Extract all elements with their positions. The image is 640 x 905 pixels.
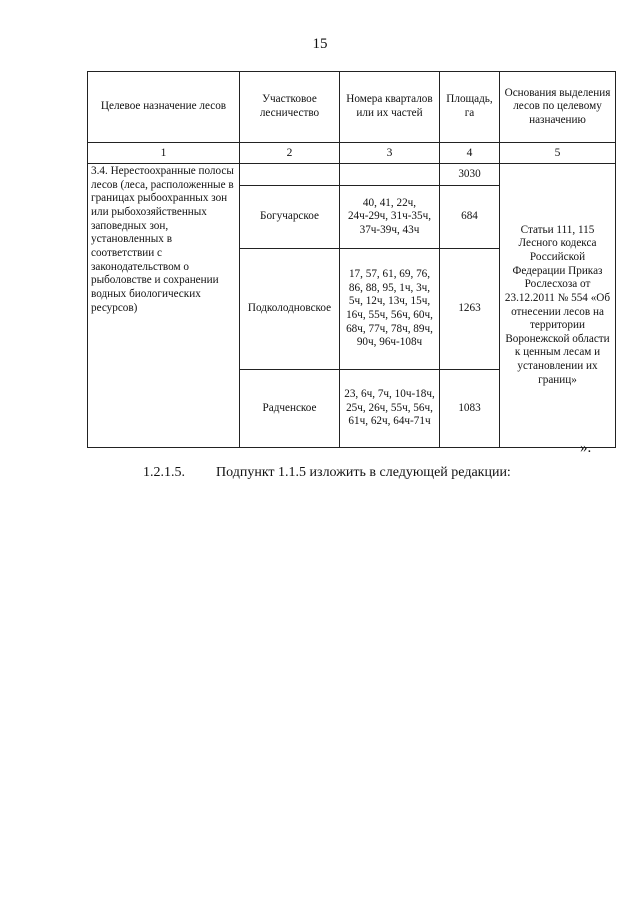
column-number: 2 bbox=[240, 143, 340, 164]
column-number: 4 bbox=[440, 143, 500, 164]
column-number: 3 bbox=[340, 143, 440, 164]
forestry-cell: Подколодновское bbox=[240, 249, 340, 370]
quarters-cell: 23, 6ч, 7ч, 10ч-18ч, 25ч, 26ч, 55ч, 56ч, 61ч, 62ч, 64ч-71ч bbox=[340, 370, 440, 448]
page-number: 15 bbox=[312, 36, 328, 52]
header-quarters: Номера кварталов или их частей bbox=[340, 72, 440, 143]
header-purpose: Целевое назначение лесов bbox=[88, 72, 240, 143]
header-basis: Основания выделения лесов по целевому назначению bbox=[500, 72, 616, 143]
column-number: 1 bbox=[88, 143, 240, 164]
header-forestry: Участковое лесничество bbox=[240, 72, 340, 143]
quarters-cell: 40, 41, 22ч, 24ч-29ч, 31ч-35ч, 37ч-39ч, 43ч bbox=[340, 186, 440, 249]
subparagraph-number: 1.2.1.5. bbox=[143, 465, 185, 480]
header-area: Площадь, га bbox=[440, 72, 500, 143]
closing-quote: ». bbox=[580, 440, 592, 456]
empty-quarters-cell bbox=[340, 164, 440, 186]
empty-forestry-cell bbox=[240, 164, 340, 186]
area-cell: 684 bbox=[440, 186, 500, 249]
basis-cell: Статьи 111, 115 Лесного кодекса Российской Федерации Приказ Рослесхоза от 23.12.2011 № 554 «Об отнесении лесов на территории Воронежской области к ценным лесам и установлении их границ» bbox=[500, 164, 616, 448]
purpose-cell: 3.4. Нерестоохранные полосы лесов (леса, расположенные в границах рыбоохранных зон или рыбохозяйственных заповедных зон, установленных в соответствии с законодательством о рыболовстве и сохранении водных биологических ресурсов) bbox=[88, 164, 240, 448]
column-number-row bbox=[88, 143, 616, 164]
subparagraph-text: Подпункт 1.1.5 изложить в следующей редакции: bbox=[216, 465, 511, 480]
forestry-cell: Радченское bbox=[240, 370, 340, 448]
total-area-cell: 3030 bbox=[440, 164, 500, 186]
quarters-cell: 17, 57, 61, 69, 76, 86, 88, 95, 1ч, 3ч, 5ч, 12ч, 13ч, 15ч, 16ч, 55ч, 56ч, 60ч, 68ч, 77ч, 78ч, 89ч, 90ч, 96ч-108ч bbox=[340, 249, 440, 370]
table-header-row bbox=[88, 72, 616, 143]
area-cell: 1263 bbox=[440, 249, 500, 370]
forestry-cell: Богучарское bbox=[240, 186, 340, 249]
forest-purpose-table bbox=[87, 71, 616, 448]
column-number: 5 bbox=[500, 143, 616, 164]
table-row-total bbox=[88, 164, 616, 186]
area-cell: 1083 bbox=[440, 370, 500, 448]
